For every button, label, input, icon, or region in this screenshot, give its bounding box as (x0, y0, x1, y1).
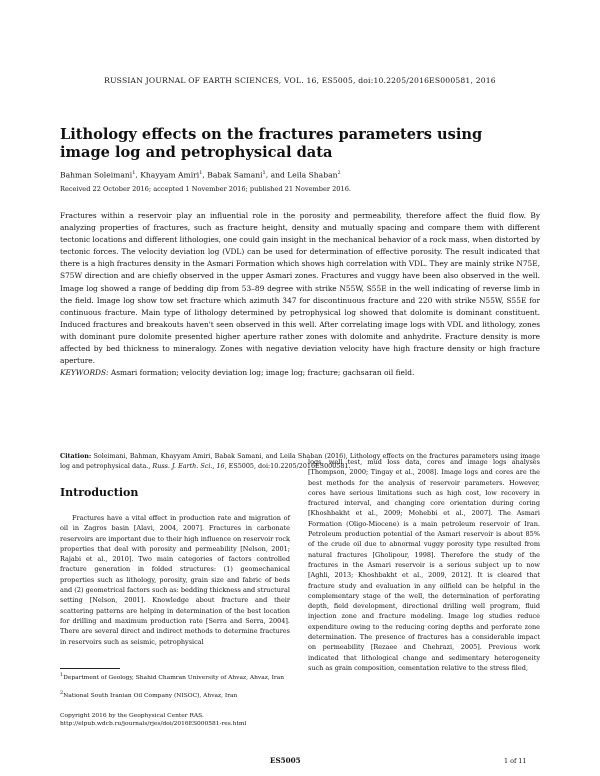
author-list: Bahman Soleimani$^1$, Khayyam Amiri$^1$, Babak Samani$^1$, and Leila Shaban$^2$ (60, 170, 341, 180)
footnote-mark: 2 (60, 690, 64, 696)
copyright-text: Copyright 2016 by the Geophysical Center RAS. (60, 713, 204, 719)
footnote-text: Department of Geology, Shahid Chamran University of Ahvaz, Ahvaz, Iran (63, 674, 285, 681)
affiliation-mark: 2 (337, 170, 341, 176)
publication-dates: Received 22 October 2016; accepted 1 November 2016; published 21 November 2016. (60, 185, 351, 193)
intro-left-column: Fractures have a vital effect in production rate and migration of oil in Zagros basin [Alavi, 2004, 2007]. Fractures in carbonate reservoirs are important due to their high influence on reservoir rock properties that deal with porosity and permeability [Nelson, 2001; Rajabi et al., 2010]. Two main categories of factors controlled fracture generation in folded structures: (1) geomechanical properties such as lithology, porosity, grain size and fabric of beds and (2) geometrical factors such as: bedding thickness and structural setting [Nelson, 2001]. Knowledge about fracture and their scattering patterns are helping in determination of the best location for drilling and maximum production rate [Serra and Serra, 2004]. There are several direct and indirect methods to determine fractures in reservoirs such as seismic, petrophysical (60, 514, 290, 646)
citation-journal: Russ. J. Earth. Sci., 16, (152, 461, 227, 470)
author-name: Babak Samani (207, 170, 263, 180)
copyright-block (60, 712, 246, 728)
affiliation-mark: 1 (199, 170, 203, 176)
keywords-label: KEYWORDS: (60, 368, 109, 378)
footer-article-code: ES5005 (270, 756, 301, 765)
author-name: Khayyam Amiri (140, 170, 200, 180)
section-heading-introduction: Introduction (60, 486, 139, 499)
footnote-mark: 1 (60, 672, 64, 678)
abstract (60, 210, 540, 379)
footnote-affiliation-2 (60, 689, 292, 700)
citation-text: Soleimani, Bahman, Khayyam Amiri, Babak Samani, and Leila Shaban (2016), Lithology effects on the fractures parameters using image log and petrophysical data., (60, 452, 540, 470)
keywords: Asmari formation; velocity deviation log; image log; fracture; gachsaran oil field. (110, 368, 415, 378)
article-title: Lithology effects on the fractures parameters using image log and petrophysical data (60, 126, 483, 161)
affiliation-mark: 1 (262, 170, 266, 176)
author-name: and Leila Shaban (270, 170, 338, 180)
author-name: Bahman Soleimani (60, 170, 133, 180)
journal-header: RUSSIAN JOURNAL OF EARTH SCIENCES, VOL. 16, ES5005, doi:10.2205/2016ES000581, 2016 (104, 76, 496, 85)
citation-tail: ES5005, doi:10.2205/2016ES000581. (228, 461, 351, 470)
intro-right-column: logs, well test, mud loss data, cores and image logs analyses [Thompson, 2000; Tingay et al., 2008]. Image logs and cores are the best methods for the analysis of reservoir parameters. However, cores have serious limitations such as high cost, low recovery in fractured interval, and changing core orientation during coring [Khoshbakht et al., 2009; Mohebbi et al., 2007]. The Asmari Formation (Oligo-Miocene) is a main petroleum reservoir of Iran. Petroleum production potential of the Asmari reservoir is about 85% of the crude oil due to abnormal vuggy porosity type resulted from natural fractures [Gholipour, 1998]. Therefore the study of the fractures in the Asmari reservoir is a serious subject up to now [Aghli, 2013; Khoshbakht et al., 2009, 2012]. It is cleared that fracture study and evaluation in any oilfield can be helpful in the complementary stage of the well, the determination of perforating depth, field development, directional drilling well program, fluid injection zone and fracture modeling. Image log studies reduce expenditure owing to the reducing coring depths and perforate zone determination. The presence of fractures has a considerable impact on permeability [Rezaee and Chehrazi, 2005]. Previous work indicated that lithological change and sedimentary heterogeneity such as grain composition, cementation relative to the stress filed, (308, 458, 540, 672)
affiliation-mark: 1 (132, 170, 136, 176)
footnote-rule (60, 668, 120, 669)
citation-label: Citation: (60, 452, 92, 460)
abstract-text: Fractures within a reservoir play an influential role in the porosity and permeability, therefore affect the fluid flow. By analyzing properties of fractures, such as fracture height, density and mutually spacing and compare them with different tectonic locations and different lithologies, one could gain insight in the mechanical behavior of a rock mass, when distorted by tectonic forces. The velocity deviation log (VDL) can be used for determination of effective porosity. The result indicated that there is a high fractures density in the Asmari Formation which shows high correlation with VDL. They are mainly strike N75E, S75W direction and are chiefly observed in the upper Asmari zones. Fractures and vuggy have been also observed in the well. Image log showed a range of bedding dip from 53–89 degree with strike N55W, S55E in the well indicating of reverse limb in the field. Image log show tow set fracture which azimuth 347 for discontinuous fracture and 220 with strike N55W, S55E for continuous fracture. Main type of lithology determined by petrophysical log showed that dolomite is dominant constituent. Induced fractures and breakouts haven't seen observed in this well. After correlating image logs with VDL and lithology, zones with dominant pure dolomite presented higher aperture rather zones with dolomite and anhydrite. Fracture density is more affected by bed thickness to mineralogy. Zones with negative deviation velocity have high fracture density or high fracture aperture. (60, 211, 540, 366)
footer-page-number: 1 of 11 (504, 757, 527, 765)
footnote-affiliation-1 (60, 671, 292, 682)
article-url[interactable]: http://elpub.wdcb.ru/journals/rjes/doi/2016ES000581-res.html (60, 721, 247, 728)
footnote-text: National South Iranian Oil Company (NISOC), Ahvaz, Iran (63, 692, 238, 699)
